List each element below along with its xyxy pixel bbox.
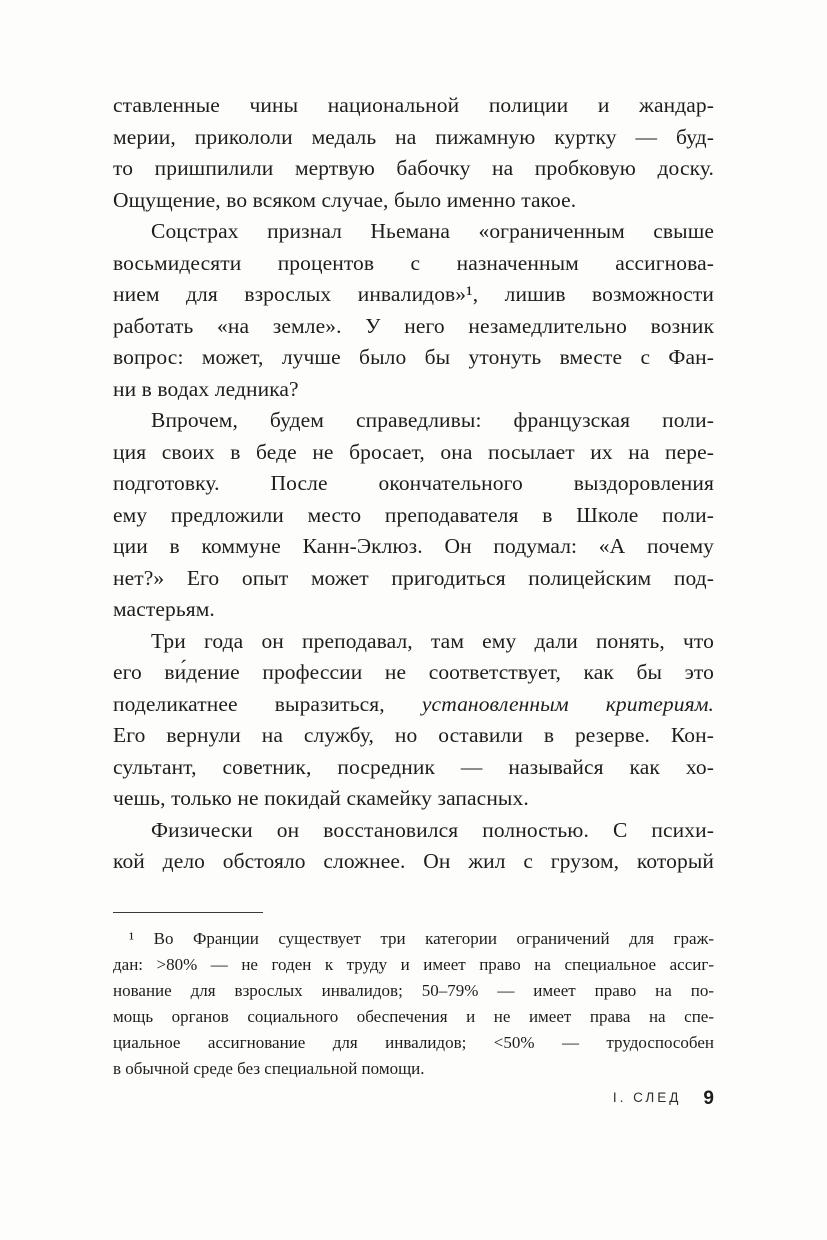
paragraph-4 [113,626,714,815]
text-line: ставленные чины национальной полиции и жандар- [113,93,714,117]
text-line: кой дело обстояло сложнее. Он жил с грузом, который [113,849,714,873]
text-line: чешь, только не покидай скамейку запасных. [113,786,529,810]
text-line: в обычной среде без специальной помощи. [113,1059,425,1078]
text-line: ¹ Во Франции существует три категории ограничений для граж- [129,929,714,948]
text-line: Соцстрах признал Ньемана «ограниченным свыше [151,219,714,243]
text-line: дан: >80% — не годен к труду и имеет право на специальное ассиг- [113,955,714,974]
footnote [113,926,714,1082]
text-line: нет?» Его опыт может пригодиться полицейским под- [113,565,714,590]
page-footer [113,1088,714,1110]
paragraph-3 [113,405,714,626]
text-line: восьмидесяти процентов с назначенным ассигнова- [113,250,714,275]
text-line: сультант, советник, посредник — называйся как хо- [113,754,714,779]
paragraph-1 [113,90,714,216]
text-line: циальное ассигнование для инвалидов; <50% — трудоспособен [113,1033,714,1052]
page-number: 9 [703,1088,714,1109]
footnote-divider [113,912,263,913]
text-line: Физически он восстановился полностью. С психи- [151,817,714,842]
running-title: I. СЛЕД [612,1090,682,1105]
text-line: Впрочем, будем справедливы: французская поли- [151,408,714,432]
paragraph-2 [113,216,714,405]
text-line: нием для взрослых инвалидов»¹, лишив возможности [113,282,714,306]
text-line: Ощущение, во всяком случае, было именно такое. [113,187,577,212]
text-line: нование для взрослых инвалидов; 50–79% — имеет право на по- [113,981,714,1000]
text-line: мастерьям. [113,597,215,621]
italic-text: установленным критериям. [421,691,714,716]
plain-text: поделикатнее выразиться, [113,691,422,716]
text-line: Три года он преподавал, там ему дали понять, что [151,628,714,653]
text-line: то пришпилили мертвую бабочку на пробковую доску. [113,156,714,180]
text-line: ни в водах ледника? [113,376,299,401]
text-line: Его вернули на службу, но оставили в резерве. Кон- [113,723,714,747]
text-line: мощь органов социального обеспечения и не имеет права на спе- [113,1007,714,1026]
text-line: ция своих в беде не бросает, она посылает их на пере- [113,439,714,464]
paragraph-footnote [113,926,714,1082]
text-line: подготовку. После окончательного выздоровления [113,471,714,495]
text-line: ему предложили место преподавателя в Школе поли- [113,502,714,527]
text-line: его ви́дение профессии не соответствует, как бы это [113,660,714,684]
text-line: мерии, прикололи медаль на пижамную куртку — буд- [113,124,714,149]
text-line: ции в коммуне Канн-Эклюз. Он подумал: «А почему [113,534,714,558]
text-line [113,689,714,721]
main-text [113,90,714,878]
text-line: вопрос: может, лучше было бы утонуть вместе с Фан- [113,345,714,369]
text-line: работать «на земле». У него незамедлительно возник [113,313,714,338]
paragraph-5 [113,815,714,878]
